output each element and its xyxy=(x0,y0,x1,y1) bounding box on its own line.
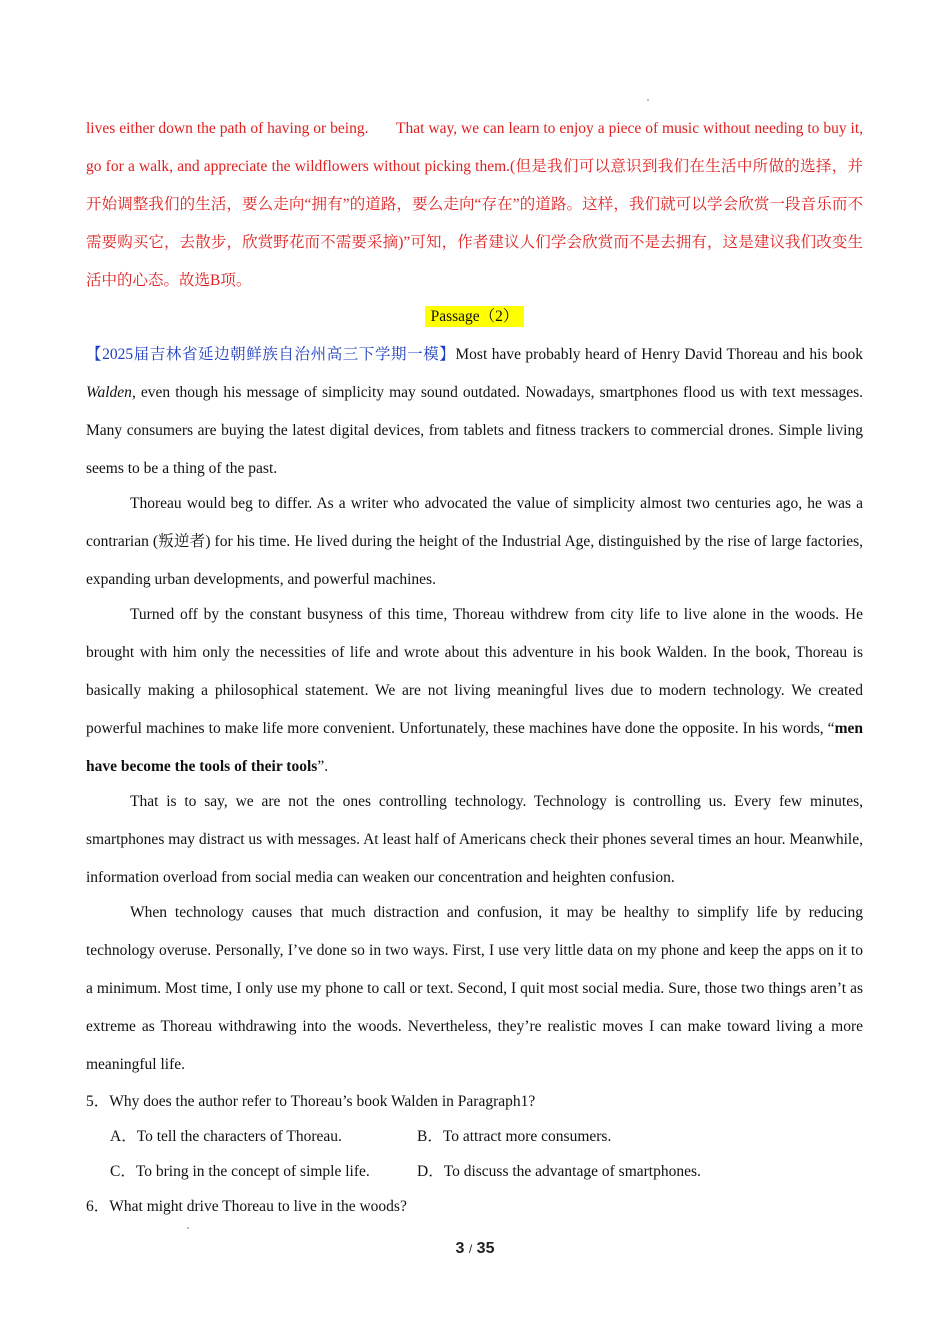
paragraph-5 xyxy=(86,894,863,1084)
answer-analysis xyxy=(86,110,863,300)
scan-speck xyxy=(187,1227,189,1229)
question-5-option-a[interactable]: A．To tell the characters of Thoreau. xyxy=(110,1128,342,1145)
question-5-option-b[interactable]: B．To attract more consumers. xyxy=(417,1128,612,1145)
question-6-stem: 6．What might drive Thoreau to live in the woods? xyxy=(86,1198,407,1215)
p1-text-a: Most have probably heard of Henry David Thoreau and his book xyxy=(455,346,863,363)
source-tag: 【2025届吉林省延边朝鲜族自治州高三下学期一模】 xyxy=(86,346,456,363)
question-5-option-d[interactable]: D．To discuss the advantage of smartphones. xyxy=(417,1163,701,1180)
p1-text-b: , even though his message of simplicity may sound outdated. Nowadays, smartphones flood us with text messages. Many consumers are buying the latest digital devices, from tablets and fitness trackers to commercial drones. Simple living seems to be a thing of the past. xyxy=(86,384,863,477)
document-body xyxy=(86,110,863,1224)
p4-text: That is to say, we are not the ones controlling technology. Technology is controlling us. Every few minutes, smartphones may distract us with messages. At least half of Americans check their phones several times an hour. Meanwhile, information overload from social media can weaken our concentration and heighten confusion. xyxy=(86,793,863,886)
passage-heading: Passage（2） xyxy=(425,306,525,327)
paragraph-2 xyxy=(86,485,863,599)
paragraph-3 xyxy=(86,596,863,786)
scan-speck xyxy=(647,99,649,101)
analysis-text: lives either down the path of having or being. That way, we can learn to enjoy a piece of music without needing to buy it, go for a walk, and appreciate the wildflowers without picking them.(但是我们可以意识到我们在生活中所做的选择，并开始调整我们的生活，要么走向“拥有”的道路，要么走向“存在”的道路。这样，我们就可以学会欣赏一段音乐而不需要购买它，去散步，欣赏野花而不需要采摘)”可知，作者建议人们学会欣赏而不是去拥有，这是建议我们改变生活中的心态。故选B项。 xyxy=(86,120,863,289)
passage-heading-row xyxy=(86,302,863,332)
p3-bold-quote: men have become the tools of their tools xyxy=(86,720,863,775)
p3-text-a: Turned off by the constant busyness of this time, Thoreau withdrew from city life to live alone in the woods. He brought with him only the necessities of life and wrote about this adventure in his book Walden. In the book, Thoreau is basically making a philosophical statement. We are not living meaningful lives due to modern technology. We created powerful machines to make life more convenient. Unfortunately, these machines have done the opposite. In his words, “ xyxy=(86,606,863,737)
page-footer xyxy=(0,1240,950,1258)
page-separator: / xyxy=(468,1242,473,1256)
page-number: 3 xyxy=(455,1240,465,1257)
question-5-option-c[interactable]: C．To bring in the concept of simple life. xyxy=(110,1163,370,1180)
question-5-options-row-1 xyxy=(86,1119,863,1154)
paragraph-4 xyxy=(86,783,863,897)
question-5-options-row-2 xyxy=(86,1154,863,1189)
p5-text: When technology causes that much distraction and confusion, it may be healthy to simplify life by reducing technology overuse. Personally, I’ve done so in two ways. First, I use very little data on my phone and keep the apps on it to a minimum. Most time, I only use my phone to call or text. Second, I quit most social media. Sure, those two things aren’t as extreme as Thoreau withdrawing into the woods. Nevertheless, they’re realistic moves I can make toward living a more meaningful life. xyxy=(86,904,863,1073)
book-title-walden: Walden xyxy=(86,384,132,401)
page-total: 35 xyxy=(476,1240,495,1257)
p2-text: Thoreau would beg to differ. As a writer who advocated the value of simplicity almost two centuries ago, he was a contrarian (叛逆者) for his time. He lived during the height of the Industrial Age, distinguished by the rise of large factories, expanding urban developments, and powerful machines. xyxy=(86,495,863,588)
p3-text-b: ”. xyxy=(317,758,329,775)
paragraph-1 xyxy=(86,336,863,488)
question-5-stem: 5．Why does the author refer to Thoreau’s book Walden in Paragraph1? xyxy=(86,1093,536,1110)
